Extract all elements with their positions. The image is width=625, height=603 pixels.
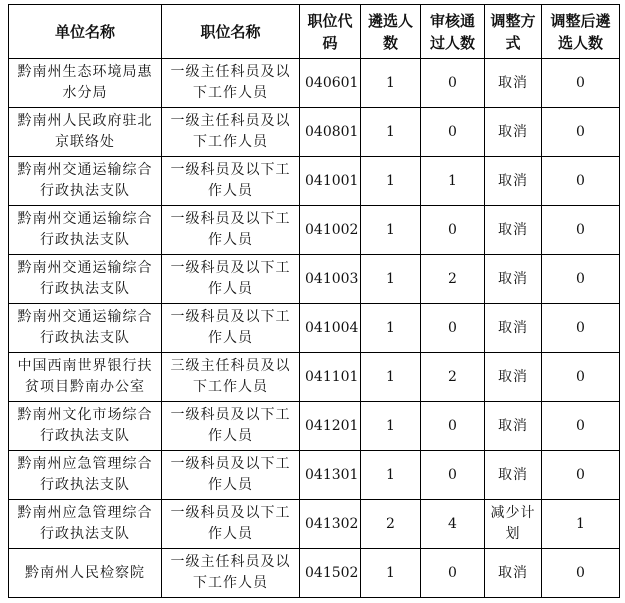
adjusted-count-cell: 0	[542, 206, 620, 255]
adjusted-count-cell: 0	[542, 59, 620, 108]
position-code-cell: 041302	[300, 500, 361, 549]
unit-name-cell: 黔南州生态环境局惠水分局	[9, 59, 162, 108]
adjust-method-cell: 取消	[485, 157, 542, 206]
passed-count-cell: 4	[421, 500, 485, 549]
position-name-cell: 一级科员及以下工作人员	[162, 304, 300, 353]
selected-count-cell: 1	[361, 304, 421, 353]
position-name-cell: 一级科员及以下工作人员	[162, 500, 300, 549]
passed-count-cell: 2	[421, 353, 485, 402]
selected-count-cell: 1	[361, 108, 421, 157]
table-row	[9, 402, 620, 451]
position-name-cell: 三级主任科员及以下工作人员	[162, 353, 300, 402]
header-row	[9, 5, 620, 59]
passed-count-cell: 1	[421, 157, 485, 206]
position-code-cell: 041003	[300, 255, 361, 304]
table-row	[9, 255, 620, 304]
adjust-method-cell: 取消	[485, 353, 542, 402]
selected-count-cell: 2	[361, 500, 421, 549]
position-code-cell: 041101	[300, 353, 361, 402]
adjust-method-cell: 取消	[485, 304, 542, 353]
position-code-cell: 040601	[300, 59, 361, 108]
position-code-cell: 040801	[300, 108, 361, 157]
selected-count-cell: 1	[361, 451, 421, 500]
selected-count-cell: 1	[361, 353, 421, 402]
passed-count-cell: 0	[421, 59, 485, 108]
adjust-method-cell: 取消	[485, 451, 542, 500]
unit-name-cell: 黔南州交通运输综合行政执法支队	[9, 157, 162, 206]
adjust-method-cell: 取消	[485, 59, 542, 108]
adjust-method-cell: 取消	[485, 206, 542, 255]
adjusted-count-cell: 0	[542, 108, 620, 157]
table-row	[9, 304, 620, 353]
passed-count-cell: 0	[421, 549, 485, 598]
header-adjust-method: 调整方式	[485, 5, 542, 59]
position-name-cell: 一级科员及以下工作人员	[162, 157, 300, 206]
position-code-cell: 041001	[300, 157, 361, 206]
adjusted-count-cell: 0	[542, 304, 620, 353]
table-row	[9, 353, 620, 402]
adjusted-count-cell: 0	[542, 157, 620, 206]
table-row	[9, 206, 620, 255]
unit-name-cell: 中国西南世界银行扶贫项目黔南办公室	[9, 353, 162, 402]
adjustment-table	[8, 4, 620, 598]
adjust-method-cell: 减少计划	[485, 500, 542, 549]
adjusted-count-cell: 1	[542, 500, 620, 549]
passed-count-cell: 2	[421, 255, 485, 304]
table-row	[9, 59, 620, 108]
header-passed-count: 审核通过人数	[421, 5, 485, 59]
passed-count-cell: 0	[421, 304, 485, 353]
adjust-method-cell: 取消	[485, 255, 542, 304]
table-row	[9, 500, 620, 549]
unit-name-cell: 黔南州交通运输综合行政执法支队	[9, 255, 162, 304]
unit-name-cell: 黔南州交通运输综合行政执法支队	[9, 304, 162, 353]
position-name-cell: 一级科员及以下工作人员	[162, 451, 300, 500]
position-name-cell: 一级主任科员及以下工作人员	[162, 108, 300, 157]
header-position-code: 职位代码	[300, 5, 361, 59]
adjust-method-cell: 取消	[485, 108, 542, 157]
header-unit-name: 单位名称	[9, 5, 162, 59]
unit-name-cell: 黔南州文化市场综合行政执法支队	[9, 402, 162, 451]
passed-count-cell: 0	[421, 206, 485, 255]
table-row	[9, 549, 620, 598]
passed-count-cell: 0	[421, 402, 485, 451]
header-position-name: 职位名称	[162, 5, 300, 59]
position-code-cell: 041002	[300, 206, 361, 255]
unit-name-cell: 黔南州交通运输综合行政执法支队	[9, 206, 162, 255]
adjusted-count-cell: 0	[542, 451, 620, 500]
position-name-cell: 一级科员及以下工作人员	[162, 402, 300, 451]
position-name-cell: 一级科员及以下工作人员	[162, 206, 300, 255]
table-row	[9, 108, 620, 157]
unit-name-cell: 黔南州应急管理综合行政执法支队	[9, 451, 162, 500]
passed-count-cell: 0	[421, 451, 485, 500]
selected-count-cell: 1	[361, 402, 421, 451]
selected-count-cell: 1	[361, 59, 421, 108]
position-name-cell: 一级科员及以下工作人员	[162, 255, 300, 304]
position-name-cell: 一级主任科员及以下工作人员	[162, 549, 300, 598]
selected-count-cell: 1	[361, 157, 421, 206]
selected-count-cell: 1	[361, 549, 421, 598]
header-selected-count: 遴选人数	[361, 5, 421, 59]
position-code-cell: 041004	[300, 304, 361, 353]
passed-count-cell: 0	[421, 108, 485, 157]
header-adjusted-count: 调整后遴选人数	[542, 5, 620, 59]
adjusted-count-cell: 0	[542, 402, 620, 451]
unit-name-cell: 黔南州应急管理综合行政执法支队	[9, 500, 162, 549]
position-code-cell: 041201	[300, 402, 361, 451]
selected-count-cell: 1	[361, 255, 421, 304]
adjust-method-cell: 取消	[485, 549, 542, 598]
unit-name-cell: 黔南州人民政府驻北京联络处	[9, 108, 162, 157]
adjusted-count-cell: 0	[542, 255, 620, 304]
adjusted-count-cell: 0	[542, 353, 620, 402]
adjust-method-cell: 取消	[485, 402, 542, 451]
adjusted-count-cell: 0	[542, 549, 620, 598]
table-row	[9, 451, 620, 500]
table-row	[9, 157, 620, 206]
unit-name-cell: 黔南州人民检察院	[9, 549, 162, 598]
position-name-cell: 一级主任科员及以下工作人员	[162, 59, 300, 108]
position-code-cell: 041502	[300, 549, 361, 598]
position-code-cell: 041301	[300, 451, 361, 500]
selected-count-cell: 1	[361, 206, 421, 255]
